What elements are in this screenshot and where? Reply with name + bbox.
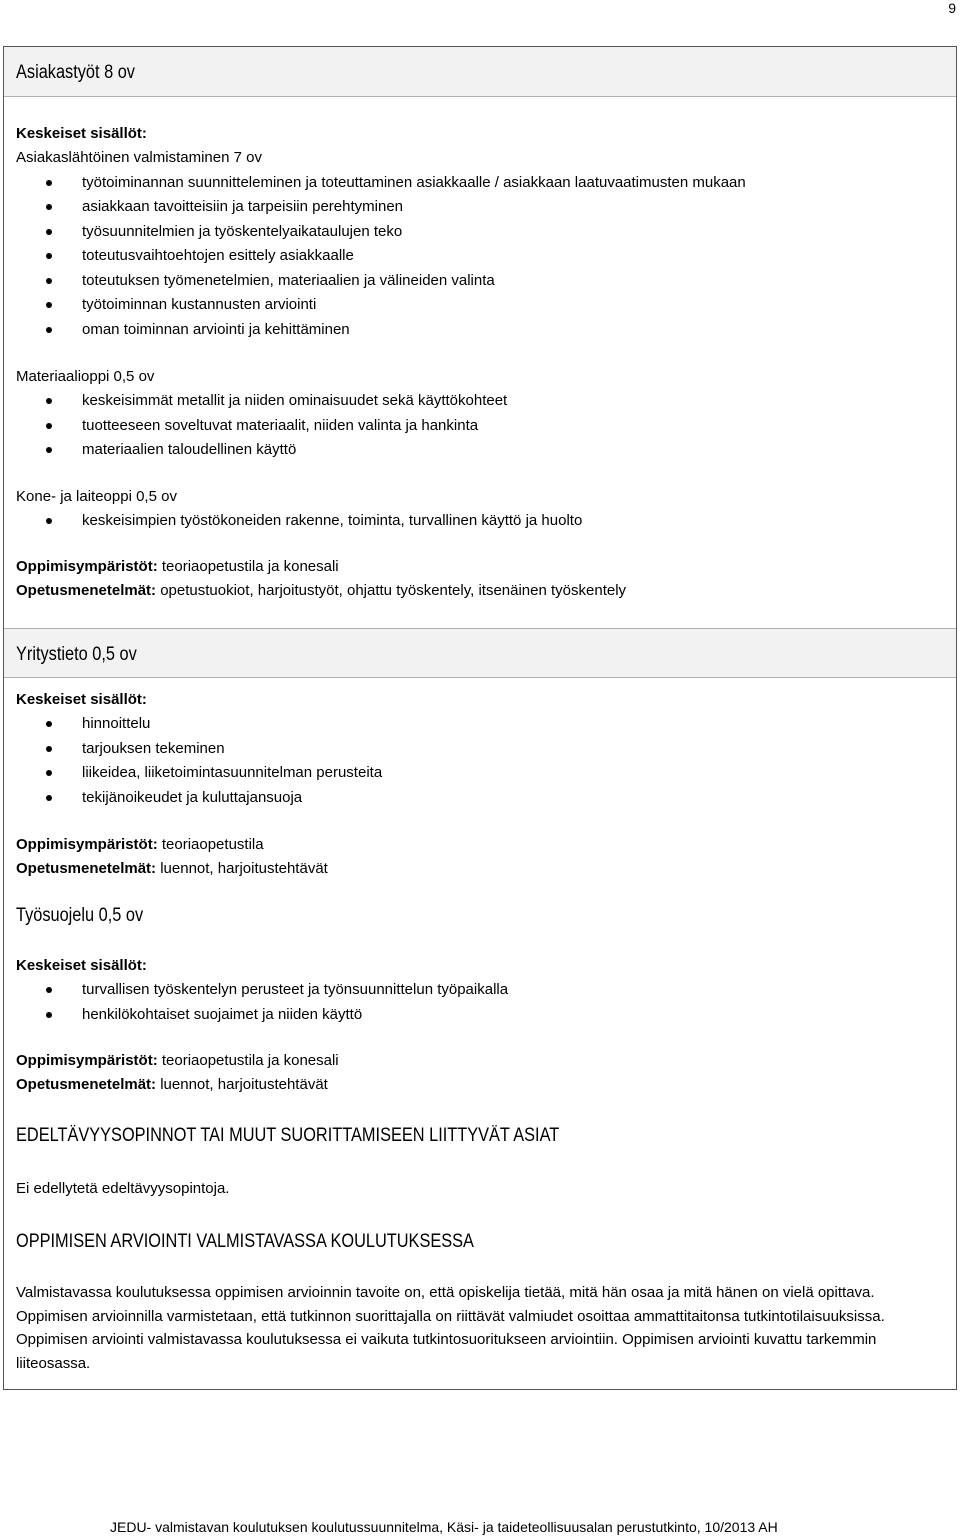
learning-environment: Oppimisympäristöt: teoriaopetustila ja konesali	[16, 1052, 339, 1069]
learning-environment: Oppimisympäristöt: teoriaopetustila ja konesali	[16, 558, 339, 575]
teaching-methods: Opetusmenetelmät: luennot, harjoitustehtävät	[16, 1076, 328, 1093]
section-title: Asiakastyöt 8 ov	[16, 62, 135, 83]
subsection-title: Kone- ja laiteoppi 0,5 ov	[16, 488, 177, 505]
key-content-label: Keskeiset sisällöt:	[16, 957, 147, 974]
document-frame: Asiakastyöt 8 ov Keskeiset sisällöt: Asiakaslähtöinen valmistaminen 7 ov työtoiminannan suunnitteleminen ja toteuttaminen asiakkaalle / asiakkaan laatuvaatimusten mukaan asiakkaan tavoitteisiin ja tarpeisiin perehtyminen työsuunnitelmien ja työskentelyaikataulujen teko toteutusvaihtoehtojen esittely asiakkaalle toteutuksen työmenetelmien, materiaalien ja välineiden valinta työtoiminnan kustannusten arviointi oman toiminnan arviointi ja kehittäminen Materiaalioppi 0,5 ov keskeisimmät metallit ja niiden ominaisuudet sekä käyttökohteet tuotteeseen soveltuvat materiaalit, niiden valinta ja hankinta materiaalien taloudellinen käyttö Kone- ja laiteoppi 0,5 ov keskeisimpien työstökoneiden rakenne, toiminta, turvallinen käyttö ja huolto Oppimisympäristöt: teoriaopetustila ja konesali Opetusmenetelmät: opetustuokiot, harjoitustyöt, ohjattu työskentely, itsenäinen työskentely Yritystieto 0,5 ov Keskeiset sisällöt: hinnoittelu tarjouksen tekeminen liikeidea, liiketoimintasuunnitelman perusteita tekijänoikeudet ja kuluttajansuoja Oppimisympäristöt: teoriaopetustila Opetusmenetelmät: luennot, harjoitustehtävät Työsuojelu 0,5 ov Keskeiset sisällöt: turvallisen työskentelyn perusteet ja työnsuunnittelun työpaikalla henkilökohtaiset suojaimet ja niiden käyttö Oppimisympäristöt: teoriaopetustila ja konesali Opetusmenetelmät: luennot, harjoitustehtävät EDELTÄVYYSOPINNOT TAI MUUT SUORITTAMISEEN LIITTYVÄT ASIAT Ei edellytetä edeltävyysopintoja. OPPIMISEN ARVIOINTI VALMISTAVASSA KOULUTUKSESSA Valmistavassa koulutuksessa oppimisen arvioinnin tavoite on, että opiskelija tietää, mitä hän osaa ja mitä hänen on vielä opittava. Oppimisen arvioinnilla varmistetaan, että tutkinnon suorittajalla on riittävät valmiudet osoittaa ammattitaitonsa tutkintotilaisuuksissa. Oppimisen arviointi valmistavassa koulutuksessa ei vaikuta tutkintosuoritukseen arviointiin. Oppimisen arviointi kuvattu tarkemmin liiteosassa.	[3, 46, 957, 1390]
page-footer: JEDU- valmistavan koulutuksen koulutussuunnitelma, Käsi- ja taideteollisuusalan perustutkinto, 10/2013 AH	[110, 1519, 778, 1535]
section-title: Työsuojelu 0,5 ov	[16, 905, 144, 926]
key-content-label: Keskeiset sisällöt:	[16, 691, 147, 708]
learning-environment: Oppimisympäristöt: teoriaopetustila	[16, 836, 264, 853]
section-text: Valmistavassa koulutuksessa oppimisen arvioinnin tavoite on, että opiskelija tietää, mitä hän osaa ja mitä hänen on vielä opittava. Oppimisen arvioinnilla varmistetaan, että tutkinnon suorittajalla on riittävät valmiudet osoittaa ammattitaitonsa tutkintotilaisuuksissa. Oppimisen arviointi valmistavassa koulutuksessa ei vaikuta tutkintosuoritukseen arviointiin. Oppimisen arviointi kuvattu tarkemmin liiteosassa.	[16, 1284, 885, 1372]
section-title: Yritystieto 0,5 ov	[16, 644, 137, 665]
subsection-title: Asiakaslähtöinen valmistaminen 7 ov	[16, 149, 262, 166]
section-title: OPPIMISEN ARVIOINTI VALMISTAVASSA KOULUTUKSESSA	[16, 1231, 474, 1252]
section-header-asiakastyot	[4, 47, 956, 97]
section-title: EDELTÄVYYSOPINNOT TAI MUUT SUORITTAMISEEN LIITTYVÄT ASIAT	[16, 1125, 560, 1146]
section-header-yritystieto	[4, 628, 956, 678]
subsection-title: Materiaalioppi 0,5 ov	[16, 368, 155, 385]
page-number: 9	[948, 0, 956, 16]
teaching-methods: Opetusmenetelmät: luennot, harjoitustehtävät	[16, 860, 328, 877]
section-text: Ei edellytetä edeltävyysopintoja.	[16, 1180, 230, 1197]
key-content-label: Keskeiset sisällöt:	[16, 125, 147, 142]
teaching-methods: Opetusmenetelmät: opetustuokiot, harjoitustyöt, ohjattu työskentely, itsenäinen työskentely	[16, 582, 627, 599]
